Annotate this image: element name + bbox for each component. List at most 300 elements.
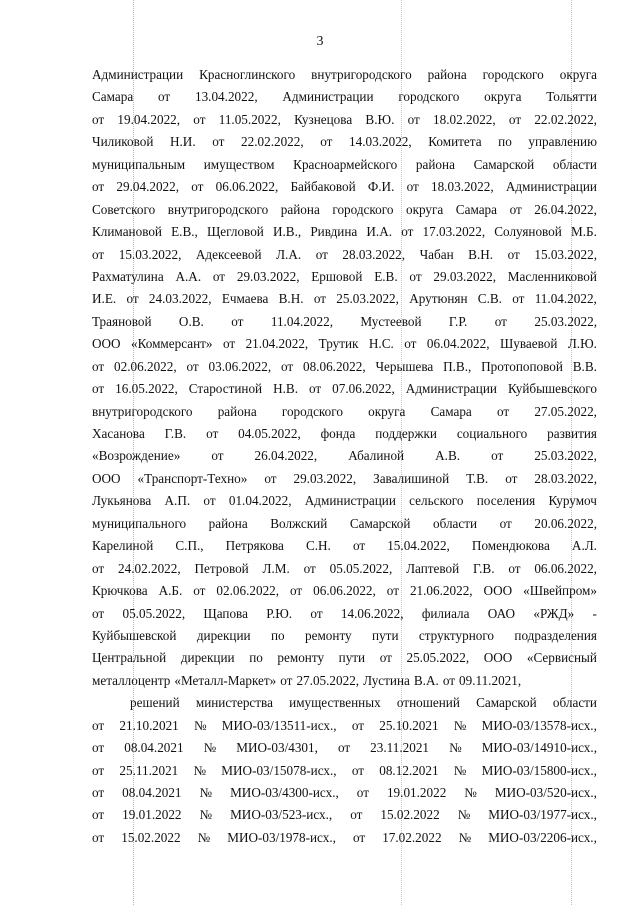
word: «Коммерсант» [131, 336, 213, 352]
word: от [158, 89, 171, 105]
word: филиала [421, 605, 470, 621]
word: ООО [92, 336, 121, 352]
text-line [92, 490, 597, 512]
text-line [92, 266, 597, 288]
word: района [280, 201, 320, 217]
word: Т.В. [466, 470, 489, 486]
word: от [505, 470, 518, 486]
word: 24.02.2022, [118, 560, 181, 576]
word: Красноглинского [199, 67, 296, 82]
text-line [92, 176, 597, 198]
word: городского [281, 403, 343, 419]
word: Завалишиной [373, 470, 450, 486]
word: от [212, 268, 226, 284]
word: от [512, 291, 525, 307]
text-line [92, 333, 597, 355]
word: подразделения [514, 627, 597, 643]
word: ОАО [487, 605, 516, 621]
word: от [386, 583, 399, 599]
word: от [92, 605, 105, 621]
word: дирекции [180, 650, 235, 666]
word: сельского [409, 493, 464, 509]
word: Е.В. [374, 268, 398, 284]
word: от [92, 740, 105, 756]
word: от [442, 672, 455, 688]
word: 14.03.2022, [349, 134, 412, 150]
word: Самарской [476, 695, 537, 711]
word: поселения [476, 493, 536, 509]
word: от [206, 426, 219, 441]
word: 25.03.2022, [534, 448, 597, 464]
word: М.Б. [570, 224, 597, 240]
word: фонда [320, 426, 356, 441]
word: О.В. [178, 313, 204, 329]
word: от [508, 560, 521, 576]
word: внутригородского [167, 201, 269, 217]
word: «Сервисный [526, 650, 597, 666]
word: № [199, 807, 213, 823]
word: № [453, 762, 467, 778]
word: городского [398, 89, 460, 105]
word: 27.05.2022, [296, 672, 360, 688]
word: от [496, 403, 510, 419]
word: Арутюнян [409, 291, 468, 307]
word: от [350, 807, 363, 823]
word: № [457, 807, 471, 823]
word: Петровой [194, 560, 249, 576]
word: ООО [483, 583, 513, 599]
word: 19.04.2022, [117, 111, 181, 127]
text-line [92, 827, 597, 849]
word: Климановой [92, 224, 162, 240]
text-line [92, 603, 597, 625]
word: 22.02.2022, [534, 111, 597, 127]
word: от [191, 179, 204, 195]
word: 18.02.2022, [433, 111, 496, 127]
word: отношений [396, 695, 460, 711]
word: 21.06.2022, [409, 583, 473, 599]
word: 04.05.2022, [238, 426, 301, 441]
word: от [508, 111, 522, 127]
word: 15.03.2022, [534, 246, 597, 262]
word: Карелиной [92, 538, 154, 554]
word: Лустина [363, 672, 410, 688]
word: от [356, 785, 369, 800]
word: 25.05.2022, [406, 650, 470, 666]
word: В.Н. [278, 291, 304, 307]
word: Л.Ю. [567, 336, 597, 352]
word: А.Л. [571, 538, 597, 554]
word: от [92, 717, 105, 733]
word: муниципальным [92, 156, 186, 172]
word: от [193, 583, 206, 599]
word: 15.02.2022 [380, 807, 440, 823]
word: Помендюкова [471, 538, 550, 554]
word: от [193, 111, 206, 127]
word: муниципального [92, 515, 187, 531]
word: Н.В. [273, 381, 299, 397]
word: области [552, 156, 597, 172]
word: 27.05.2022, [534, 403, 597, 419]
word: 05.05.2022, [329, 560, 393, 576]
word: от [351, 762, 365, 778]
word: МИО-03/2206-исх., [488, 829, 597, 845]
word: МИО-03/15078-исх., [221, 762, 337, 778]
page-number: 3 [316, 34, 324, 49]
word: от [203, 493, 216, 509]
word: 29.03.2022, [236, 268, 300, 284]
word: В.А. [413, 672, 439, 688]
word: 28.03.2022, [342, 246, 406, 262]
text-line [92, 378, 597, 400]
word: 06.06.2022, [534, 560, 597, 576]
word: от [310, 605, 323, 621]
word: от [222, 336, 236, 352]
word: Г.В. [164, 426, 187, 441]
word: Абалиной [348, 448, 405, 464]
word: 24.03.2022, [148, 291, 212, 307]
word: 08.12.2021 [379, 762, 439, 778]
word: социального [456, 426, 528, 441]
word: Г.Р. [448, 313, 468, 329]
word: МИО-03/1977-исх., [488, 807, 597, 823]
word: 29.03.2022, [433, 268, 497, 284]
document-body [92, 64, 597, 849]
word: от [92, 762, 105, 778]
word: дирекции [196, 627, 251, 643]
word: 25.11.2021 [119, 762, 179, 778]
word: области [432, 515, 478, 531]
text-line [92, 154, 597, 176]
word: МИО-03/4300-исх., [230, 785, 339, 800]
word: Трутик [318, 336, 359, 352]
word: Н.С. [368, 336, 394, 352]
text-line [92, 356, 597, 378]
word: В.Ю. [365, 111, 395, 127]
word: от [491, 448, 504, 464]
word: от [92, 111, 105, 127]
word: Н.И. [169, 134, 196, 150]
text-line [92, 715, 597, 737]
word: от [186, 358, 199, 374]
word: 01.04.2022, [228, 493, 292, 509]
word: по [249, 650, 263, 666]
word: от [92, 785, 105, 800]
word: министерства [195, 695, 273, 711]
word: Куйбышевской [92, 627, 177, 643]
text-line [92, 535, 597, 557]
word: «Возрождение» [92, 448, 181, 464]
word: 19.01.2022 [386, 785, 447, 800]
word: 11.05.2022, [218, 111, 281, 127]
word: - [592, 605, 597, 621]
word: В.В. [572, 358, 597, 374]
word: Ершовой [311, 268, 363, 284]
text-line [92, 692, 597, 714]
word: от [401, 224, 414, 240]
word: пути [372, 627, 399, 643]
word: П.В., [443, 358, 472, 374]
word: 15.02.2022 [121, 829, 181, 845]
text-line [92, 311, 597, 333]
text-line [92, 468, 597, 490]
word: Ф.И. [367, 179, 395, 195]
word: от [92, 246, 105, 262]
word: 11.04.2022, [534, 291, 597, 307]
word: Е.В., [171, 224, 198, 240]
word: от [303, 560, 316, 576]
word: Куйбышевского [507, 381, 597, 397]
word: 16.05.2022, [115, 381, 178, 397]
word: Самарской [473, 156, 535, 172]
word: ООО [92, 470, 121, 486]
word: Черышева [375, 358, 434, 374]
word: 26.04.2022, [254, 448, 318, 464]
word: района [208, 515, 248, 531]
word: ремонту [305, 627, 352, 643]
text-line [92, 221, 597, 243]
word: от [212, 134, 225, 150]
word: 25.10.2021 [379, 717, 439, 733]
word: округа [484, 89, 522, 105]
word: Волжский [270, 515, 328, 531]
word: № [193, 762, 207, 778]
word: внутригородского [92, 403, 193, 419]
word: имуществом [203, 156, 275, 172]
word: № [458, 829, 472, 845]
word: МИО-03/1978-исх., [227, 829, 336, 845]
word: 06.04.2022, [426, 336, 490, 352]
text-line [92, 131, 597, 153]
word: Центральной [92, 650, 167, 666]
word: округа [368, 403, 406, 419]
word: № [453, 717, 467, 733]
word: Красноармейского [293, 156, 398, 172]
word: 17.03.2022, [422, 224, 486, 240]
word: «Транспорт-Техно» [137, 470, 248, 486]
word: МИО-03/13578-исх., [481, 717, 597, 733]
word: внутригородского [311, 67, 412, 82]
word: 28.03.2022, [534, 470, 597, 486]
word: от [92, 358, 105, 374]
word: «РЖД» [533, 605, 575, 621]
word: Лукьянова [92, 493, 152, 509]
word: А.А. [175, 268, 202, 284]
word: от [313, 291, 327, 307]
word: от [280, 672, 293, 688]
word: Рахматулина [92, 268, 164, 284]
text-line [92, 423, 597, 445]
word: 02.06.2022, [216, 583, 280, 599]
word: 07.06.2022, [332, 381, 395, 397]
word: Р.Ю. [266, 605, 293, 621]
word: 14.06.2022, [340, 605, 404, 621]
word: Самара [430, 403, 472, 419]
word: от [351, 717, 364, 733]
word: 25.03.2022, [534, 313, 597, 329]
word: Щегловой [206, 224, 264, 240]
word: И.А. [366, 224, 393, 240]
word: И.Е. [92, 291, 117, 307]
word: Щапова [203, 605, 248, 621]
word: МИО-03/520-исх., [494, 785, 597, 800]
text-line [92, 804, 597, 826]
word: 29.03.2022, [293, 470, 357, 486]
word: «Швейпром» [523, 583, 597, 599]
word: Курумоч [548, 493, 597, 509]
word: Чиликовой [92, 134, 154, 150]
text-line [92, 760, 597, 782]
word: Крючкова [92, 583, 148, 599]
word: Тольятти [546, 89, 597, 105]
word: Самара [455, 201, 498, 217]
word: структурного [418, 627, 495, 643]
word: области [552, 695, 597, 711]
word: Масленниковой [507, 268, 597, 284]
text-line [92, 513, 597, 535]
word: Самара [92, 89, 134, 105]
word: развития [547, 426, 597, 441]
word: № [197, 829, 211, 845]
text-line [92, 288, 597, 310]
word: Протопоповой [481, 358, 563, 374]
word: 09.11.2021, [459, 672, 522, 688]
word: МИО-03/523-исх., [230, 807, 333, 823]
word: Комитета [428, 134, 482, 150]
word: района [415, 156, 455, 172]
word: имущественных [289, 695, 381, 711]
word: 21.04.2022, [245, 336, 309, 352]
word: 08.04.2021 [124, 740, 184, 756]
word: от [309, 381, 322, 397]
word: Чабан [419, 246, 454, 262]
word: 06.06.2022, [313, 583, 376, 599]
word: района [427, 67, 467, 82]
text-line [92, 109, 597, 131]
word: Л.А. [276, 246, 302, 262]
word: ремонту [277, 650, 325, 666]
word: от [264, 470, 277, 486]
word: от [409, 268, 422, 284]
word: № [193, 717, 207, 733]
word: 03.06.2022, [208, 358, 272, 374]
word: 11.04.2022, [270, 313, 333, 329]
word: 22.02.2022, [241, 134, 304, 150]
word: от [352, 829, 366, 845]
word: 15.04.2022, [387, 538, 450, 554]
text-line [92, 782, 597, 804]
word: от [404, 336, 417, 352]
word: от [126, 291, 139, 307]
word: Самарской [349, 515, 411, 531]
word: И.В., [272, 224, 302, 240]
word: «Металл-Маркет» [174, 672, 277, 688]
word: № [464, 785, 477, 800]
word: 18.03.2022, [430, 179, 494, 195]
word: 17.02.2022 [382, 829, 442, 845]
word: Траяновой [92, 313, 152, 329]
word: от [92, 560, 105, 576]
word: Л.М. [262, 560, 290, 576]
word: пути [338, 650, 366, 666]
word: Мустеевой [360, 313, 422, 329]
word: Ечмаева [221, 291, 269, 307]
word: 08.04.2021 [122, 785, 182, 800]
text-line [92, 558, 597, 580]
word: от [352, 538, 366, 554]
word: от [499, 515, 512, 531]
word: 13.04.2022, [194, 89, 258, 105]
word: Советского [92, 201, 156, 217]
word: 23.11.2021 [370, 740, 430, 756]
word: 21.10.2021 [119, 717, 179, 733]
word: Кузнецова [294, 111, 353, 127]
word: Лаптевой [406, 560, 460, 576]
word: Байбаковой [290, 179, 356, 195]
word: городского [332, 201, 394, 217]
word: МИО-03/14910-исх., [481, 740, 597, 756]
word: округа [405, 201, 444, 217]
word: Петрякова [225, 538, 284, 554]
word: 08.06.2022, [302, 358, 366, 374]
word: МИО-03/13511-исх., [221, 717, 337, 733]
word: по [498, 134, 512, 150]
word: от [379, 650, 392, 666]
word: 25.03.2022, [336, 291, 399, 307]
text-line [92, 401, 597, 423]
word: металлоцентр [92, 672, 171, 688]
word: решений [130, 695, 180, 711]
word: Администрации [304, 493, 396, 509]
word: С.Н. [305, 538, 331, 554]
text-line [92, 580, 597, 602]
word: округа [559, 67, 597, 82]
word: по [270, 627, 285, 643]
word: городского [482, 67, 544, 82]
word: 29.04.2022, [116, 179, 180, 195]
word: МИО-03/4301, [236, 740, 318, 756]
word: от [92, 829, 105, 845]
word: Администрации [92, 67, 184, 82]
word: № [199, 785, 213, 800]
word: № [449, 740, 462, 756]
word: от [92, 807, 105, 823]
word: от [509, 201, 522, 217]
word: от [280, 358, 294, 374]
text-line [92, 244, 597, 266]
word: 05.05.2022, [122, 605, 186, 621]
word: управлению [528, 134, 597, 150]
word: 19.01.2022 [122, 807, 182, 823]
word: от [337, 740, 351, 756]
word: от [320, 134, 333, 150]
word: В.Н. [468, 246, 494, 262]
text-line [92, 445, 597, 467]
word: от [315, 246, 328, 262]
word: поддержки [375, 426, 437, 441]
word: от [92, 179, 105, 195]
word: от [407, 111, 420, 127]
word: МИО-03/15800-исх., [481, 762, 597, 778]
word: Солуяновой [494, 224, 562, 240]
word: А.В. [435, 448, 461, 464]
word: 20.06.2022, [534, 515, 597, 531]
word: 15.03.2022, [118, 246, 182, 262]
word: от [507, 246, 520, 262]
word: от [211, 448, 224, 464]
text-line [92, 625, 597, 647]
word: ООО [483, 650, 513, 666]
